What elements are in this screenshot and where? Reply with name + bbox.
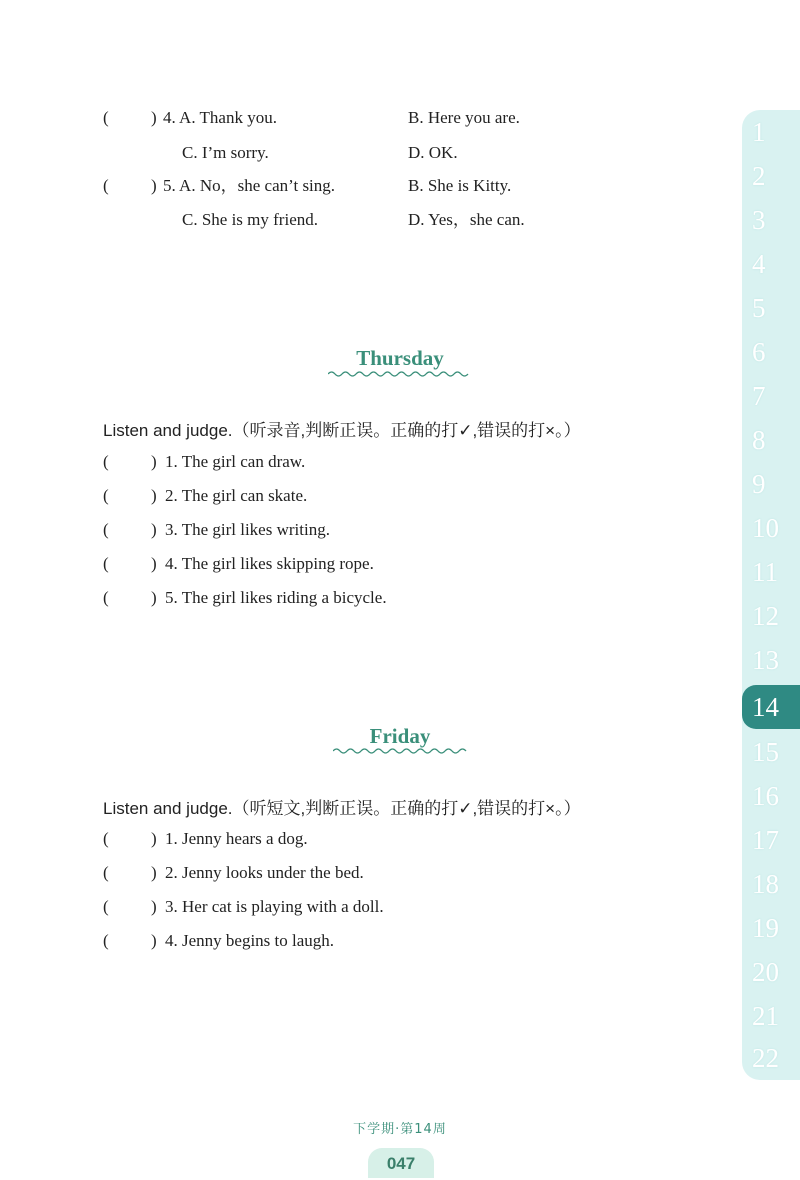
tab-week-21[interactable]: 21: [752, 1000, 779, 1031]
option-b: B. Here you are.: [408, 108, 520, 127]
tab-week-4[interactable]: 4: [752, 248, 766, 279]
section-heading: Thursday: [356, 346, 444, 370]
tab-week-15[interactable]: 15: [752, 736, 779, 767]
tab-week-1[interactable]: 1: [752, 116, 766, 147]
instruction: Listen and judge.（听录音,判断正误。正确的打✓,错误的打×。）: [103, 421, 581, 440]
tab-week-16[interactable]: 16: [752, 780, 779, 811]
page-number: 047: [368, 1148, 434, 1178]
list-item: ( ) 5. The girl likes riding a bicycle.: [103, 588, 387, 607]
tab-week-11[interactable]: 11: [752, 556, 778, 587]
option-c: C. I’m sorry.: [182, 143, 269, 162]
question-text: 5. A. No，she can’t sing.: [163, 176, 336, 195]
week-tabs: [742, 110, 800, 1080]
list-item: ( ) 2. The girl can skate.: [103, 486, 308, 505]
list-item: ( ) 1. The girl can draw.: [103, 452, 306, 471]
list-item: ( ) 1. Jenny hears a dog.: [103, 829, 308, 848]
tab-week-12[interactable]: 12: [752, 600, 779, 631]
tab-week-3[interactable]: 3: [752, 204, 766, 235]
tab-week-10[interactable]: 10: [752, 512, 779, 543]
list-item: ( ) 3. The girl likes writing.: [103, 520, 330, 539]
wave-underline: [333, 747, 467, 755]
option-d: D. OK.: [408, 143, 458, 162]
tab-week-5[interactable]: 5: [752, 292, 766, 323]
tab-week-17[interactable]: 17: [752, 824, 779, 855]
tab-week-22[interactable]: 22: [752, 1042, 779, 1073]
tab-week-7[interactable]: 7: [752, 380, 766, 411]
tab-week-14[interactable]: 14: [742, 685, 800, 729]
wave-underline: [328, 370, 470, 378]
footer-label: 下学期·第14周: [353, 1122, 447, 1137]
tab-week-19[interactable]: 19: [752, 912, 779, 943]
tab-week-20[interactable]: 20: [752, 956, 779, 987]
option-b: B. She is Kitty.: [408, 176, 512, 195]
instruction: Listen and judge.（听短文,判断正误。正确的打✓,错误的打×。）: [103, 799, 581, 818]
tab-week-13[interactable]: 13: [752, 644, 779, 675]
section-heading: Friday: [369, 724, 431, 748]
option-d: D. Yes，she can.: [408, 210, 525, 229]
list-item: ( ) 3. Her cat is playing with a doll.: [103, 897, 384, 916]
list-item: ( ) 4. The girl likes skipping rope.: [103, 554, 374, 573]
option-c: C. She is my friend.: [182, 210, 318, 229]
tab-week-2[interactable]: 2: [752, 160, 766, 191]
tab-week-9[interactable]: 9: [752, 468, 766, 499]
tab-week-8[interactable]: 8: [752, 424, 766, 455]
tab-week-6[interactable]: 6: [752, 336, 766, 367]
tab-week-18[interactable]: 18: [752, 868, 779, 899]
list-item: ( ) 2. Jenny looks under the bed.: [103, 863, 364, 882]
question-text: 4. A. Thank you.: [163, 108, 277, 127]
list-item: ( ) 4. Jenny begins to laugh.: [103, 931, 335, 950]
